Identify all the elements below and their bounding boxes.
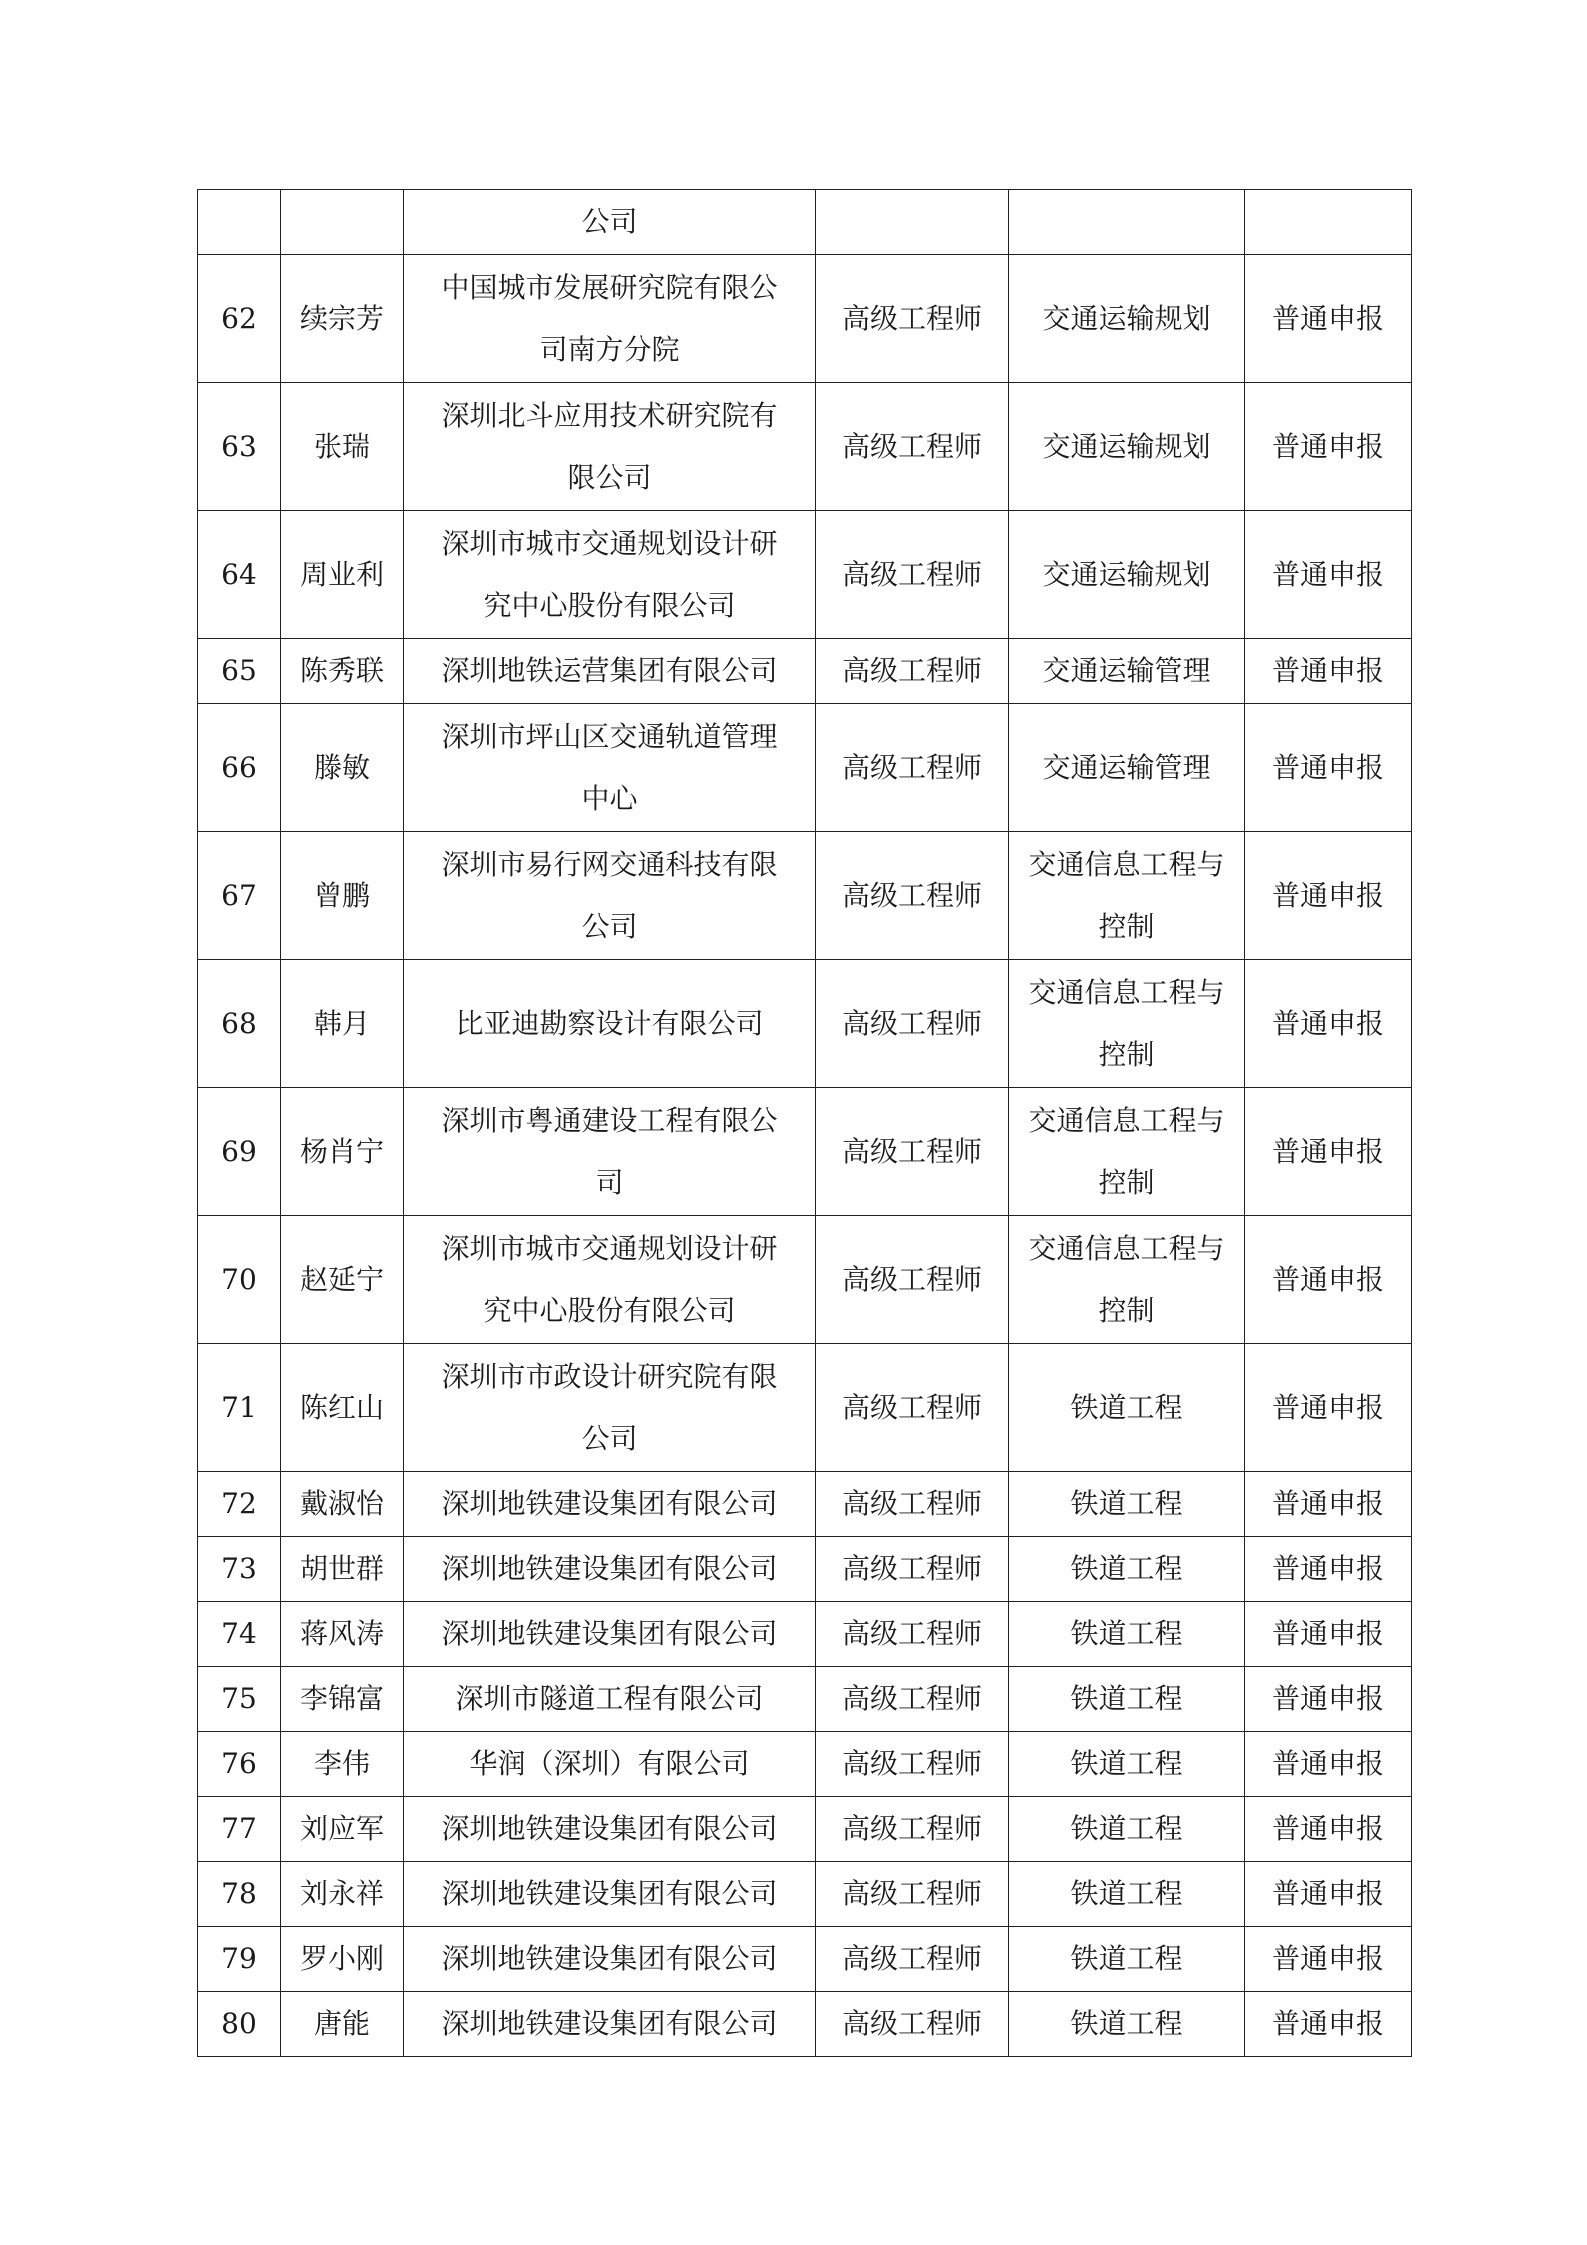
major-cell: [1009, 1344, 1245, 1472]
applicant-name-cell: 杨肖宁: [281, 1088, 404, 1216]
applicant-name-cell: 赵延宁: [281, 1216, 404, 1344]
company-cell-line: 限公司: [567, 460, 652, 494]
company-cell: [404, 511, 816, 639]
major-cell: [1009, 1927, 1245, 1992]
application-type-cell: 普通申报: [1245, 639, 1412, 704]
company-cell-line: 公司: [581, 205, 638, 238]
company-cell: [404, 1216, 816, 1344]
company-cell-line: 公司: [581, 909, 638, 943]
applicant-name-cell: 陈红山: [281, 1344, 404, 1472]
company-cell-line: 深圳地铁建设集团有限公司: [441, 1617, 778, 1650]
application-type-cell: 普通申报: [1245, 1216, 1412, 1344]
company-cell-line: 公司: [581, 1421, 638, 1455]
major-cell: [1009, 1667, 1245, 1732]
application-type-cell: 普通申报: [1245, 511, 1412, 639]
company-cell: [404, 1667, 816, 1732]
company-cell: [404, 1088, 816, 1216]
major-cell-line: 铁道工程: [1070, 1390, 1183, 1424]
company-cell: [404, 639, 816, 704]
title-cell: 高级工程师: [816, 1667, 1009, 1732]
major-cell-line: 铁道工程: [1070, 1682, 1183, 1715]
table-row: [198, 1667, 1412, 1732]
major-cell-line: 交通信息工程与: [1028, 975, 1225, 1009]
company-cell: [404, 1344, 816, 1472]
title-cell: 高级工程师: [816, 1088, 1009, 1216]
row-number-cell: 64: [198, 511, 281, 639]
row-number-cell: 72: [198, 1472, 281, 1537]
applicant-name-cell: 李伟: [281, 1732, 404, 1797]
company-cell: [404, 960, 816, 1088]
table-row: [198, 1344, 1412, 1472]
major-cell: [1009, 1472, 1245, 1537]
row-number-cell: 65: [198, 639, 281, 704]
application-type-cell: 普通申报: [1245, 1732, 1412, 1797]
major-cell-line: 铁道工程: [1070, 1942, 1183, 1975]
company-cell-line: 深圳市城市交通规划设计研: [441, 526, 778, 560]
major-cell-line: 交通运输规划: [1042, 429, 1211, 463]
major-cell-line: 铁道工程: [1070, 1487, 1183, 1520]
application-type-cell: 普通申报: [1245, 1602, 1412, 1667]
major-cell: [1009, 1797, 1245, 1862]
table-row: [198, 704, 1412, 832]
applicant-name-cell: 李锦富: [281, 1667, 404, 1732]
row-number-cell: 71: [198, 1344, 281, 1472]
application-type-cell: 普通申报: [1245, 1862, 1412, 1927]
title-cell: 高级工程师: [816, 639, 1009, 704]
major-cell-line: 交通运输规划: [1042, 557, 1211, 591]
application-type-cell: 普通申报: [1245, 1472, 1412, 1537]
company-cell: [404, 1472, 816, 1537]
row-number-cell: 75: [198, 1667, 281, 1732]
major-cell-line: 铁道工程: [1070, 1812, 1183, 1845]
major-cell: [1009, 511, 1245, 639]
company-cell-line: 深圳地铁建设集团有限公司: [441, 2007, 778, 2040]
table-row: [198, 1088, 1412, 1216]
major-cell-line: 控制: [1098, 1037, 1155, 1071]
applicant-name-cell: 刘应军: [281, 1797, 404, 1862]
company-cell-line: 深圳市易行网交通科技有限: [441, 847, 778, 881]
table-row: [198, 383, 1412, 511]
major-cell: [1009, 383, 1245, 511]
table-row: [198, 1537, 1412, 1602]
title-cell: 高级工程师: [816, 1797, 1009, 1862]
major-cell-line: 铁道工程: [1070, 1552, 1183, 1585]
application-type-cell: 普通申报: [1245, 1927, 1412, 1992]
row-number-cell: 77: [198, 1797, 281, 1862]
application-type-cell: 普通申报: [1245, 1797, 1412, 1862]
title-cell: 高级工程师: [816, 960, 1009, 1088]
company-cell-line: 深圳市城市交通规划设计研: [441, 1231, 778, 1265]
company-cell-line: 华润（深圳）有限公司: [469, 1747, 750, 1780]
table-row: [198, 255, 1412, 383]
table-row: [198, 832, 1412, 960]
title-cell: 高级工程师: [816, 1344, 1009, 1472]
major-cell: [1009, 704, 1245, 832]
applicant-table: [197, 189, 1412, 2057]
company-cell: [404, 1797, 816, 1862]
major-cell-line: 交通信息工程与: [1028, 1103, 1225, 1137]
company-cell: [404, 190, 816, 255]
major-cell-line: 交通信息工程与: [1028, 847, 1225, 881]
title-cell: 高级工程师: [816, 1732, 1009, 1797]
major-cell-line: 铁道工程: [1070, 1617, 1183, 1650]
applicant-name-cell: 陈秀联: [281, 639, 404, 704]
row-number-cell: 73: [198, 1537, 281, 1602]
title-cell: 高级工程师: [816, 1992, 1009, 2057]
company-cell: [404, 704, 816, 832]
company-cell-line: 深圳地铁建设集团有限公司: [441, 1487, 778, 1520]
application-type-cell: [1245, 190, 1412, 255]
row-number-cell: 66: [198, 704, 281, 832]
application-type-cell: 普通申报: [1245, 1537, 1412, 1602]
company-cell-line: 究中心股份有限公司: [483, 588, 736, 622]
major-cell: [1009, 1862, 1245, 1927]
title-cell: 高级工程师: [816, 1472, 1009, 1537]
title-cell: 高级工程师: [816, 1602, 1009, 1667]
applicant-name-cell: 蒋风涛: [281, 1602, 404, 1667]
major-cell: [1009, 832, 1245, 960]
application-type-cell: 普通申报: [1245, 1667, 1412, 1732]
applicant-name-cell: 刘永祥: [281, 1862, 404, 1927]
company-cell-line: 司南方分院: [539, 332, 680, 366]
table-row: [198, 639, 1412, 704]
company-cell-line: 究中心股份有限公司: [483, 1293, 736, 1327]
major-cell-line: 控制: [1098, 1293, 1155, 1327]
major-cell: [1009, 190, 1245, 255]
company-cell: [404, 1927, 816, 1992]
company-cell-line: 深圳地铁建设集团有限公司: [441, 1877, 778, 1910]
company-cell-line: 比亚迪勘察设计有限公司: [455, 1006, 764, 1040]
major-cell: [1009, 1216, 1245, 1344]
company-cell-line: 中国城市发展研究院有限公: [441, 270, 778, 304]
row-number-cell: 67: [198, 832, 281, 960]
title-cell: [816, 190, 1009, 255]
application-type-cell: 普通申报: [1245, 1344, 1412, 1472]
applicant-name-cell: 唐能: [281, 1992, 404, 2057]
row-number-cell: 76: [198, 1732, 281, 1797]
title-cell: 高级工程师: [816, 255, 1009, 383]
table-row: [198, 1732, 1412, 1797]
table-row: [198, 1216, 1412, 1344]
title-cell: 高级工程师: [816, 511, 1009, 639]
title-cell: 高级工程师: [816, 1862, 1009, 1927]
row-number-cell: 74: [198, 1602, 281, 1667]
applicant-name-cell: 周业利: [281, 511, 404, 639]
application-type-cell: 普通申报: [1245, 1088, 1412, 1216]
application-type-cell: 普通申报: [1245, 255, 1412, 383]
company-cell-line: 深圳地铁建设集团有限公司: [441, 1942, 778, 1975]
company-cell-line: 中心: [581, 781, 638, 815]
applicant-name-cell: [281, 190, 404, 255]
table-row: [198, 1797, 1412, 1862]
title-cell: 高级工程师: [816, 832, 1009, 960]
company-cell-line: 深圳地铁运营集团有限公司: [441, 654, 778, 687]
applicant-name-cell: 续宗芳: [281, 255, 404, 383]
applicant-name-cell: 罗小刚: [281, 1927, 404, 1992]
company-cell-line: 司: [595, 1165, 624, 1199]
company-cell-line: 深圳北斗应用技术研究院有: [441, 398, 778, 432]
major-cell: [1009, 255, 1245, 383]
table-row: [198, 190, 1412, 255]
table-row: [198, 1862, 1412, 1927]
table-row: [198, 1472, 1412, 1537]
company-cell: [404, 383, 816, 511]
row-number-cell: 80: [198, 1992, 281, 2057]
major-cell: [1009, 1992, 1245, 2057]
company-cell: [404, 1602, 816, 1667]
major-cell: [1009, 1602, 1245, 1667]
major-cell-line: 交通信息工程与: [1028, 1231, 1225, 1265]
company-cell: [404, 1862, 816, 1927]
company-cell: [404, 1537, 816, 1602]
major-cell-line: 交通运输管理: [1042, 750, 1211, 784]
applicant-name-cell: 滕敏: [281, 704, 404, 832]
row-number-cell: [198, 190, 281, 255]
major-cell: [1009, 1537, 1245, 1602]
row-number-cell: 68: [198, 960, 281, 1088]
table-row: [198, 1992, 1412, 2057]
applicant-name-cell: 戴淑怡: [281, 1472, 404, 1537]
major-cell: [1009, 960, 1245, 1088]
company-cell-line: 深圳市市政设计研究院有限: [441, 1359, 778, 1393]
company-cell: [404, 1732, 816, 1797]
application-type-cell: 普通申报: [1245, 832, 1412, 960]
major-cell: [1009, 1732, 1245, 1797]
row-number-cell: 70: [198, 1216, 281, 1344]
company-cell: [404, 255, 816, 383]
company-cell-line: 深圳市坪山区交通轨道管理: [441, 719, 778, 753]
title-cell: 高级工程师: [816, 1216, 1009, 1344]
company-cell-line: 深圳地铁建设集团有限公司: [441, 1812, 778, 1845]
applicant-name-cell: 曾鹏: [281, 832, 404, 960]
company-cell: [404, 832, 816, 960]
title-cell: 高级工程师: [816, 704, 1009, 832]
row-number-cell: 78: [198, 1862, 281, 1927]
application-type-cell: 普通申报: [1245, 960, 1412, 1088]
applicant-name-cell: 张瑞: [281, 383, 404, 511]
table-row: [198, 960, 1412, 1088]
major-cell-line: 交通运输管理: [1042, 654, 1211, 687]
row-number-cell: 62: [198, 255, 281, 383]
application-type-cell: 普通申报: [1245, 383, 1412, 511]
company-cell-line: 深圳市粤通建设工程有限公: [441, 1103, 778, 1137]
company-cell-line: 深圳地铁建设集团有限公司: [441, 1552, 778, 1585]
table-row: [198, 1602, 1412, 1667]
major-cell: [1009, 639, 1245, 704]
row-number-cell: 79: [198, 1927, 281, 1992]
major-cell-line: 铁道工程: [1070, 1747, 1183, 1780]
row-number-cell: 69: [198, 1088, 281, 1216]
application-type-cell: 普通申报: [1245, 1992, 1412, 2057]
company-cell: [404, 1992, 816, 2057]
table-row: [198, 1927, 1412, 1992]
applicant-name-cell: 胡世群: [281, 1537, 404, 1602]
major-cell-line: 控制: [1098, 1165, 1155, 1199]
major-cell-line: 铁道工程: [1070, 2007, 1183, 2040]
row-number-cell: 63: [198, 383, 281, 511]
application-type-cell: 普通申报: [1245, 704, 1412, 832]
title-cell: 高级工程师: [816, 1927, 1009, 1992]
company-cell-line: 深圳市隧道工程有限公司: [455, 1682, 764, 1715]
table-body: [198, 190, 1412, 2057]
major-cell-line: 交通运输规划: [1042, 301, 1211, 335]
title-cell: 高级工程师: [816, 1537, 1009, 1602]
title-cell: 高级工程师: [816, 383, 1009, 511]
major-cell-line: 铁道工程: [1070, 1877, 1183, 1910]
applicant-name-cell: 韩月: [281, 960, 404, 1088]
major-cell: [1009, 1088, 1245, 1216]
table-row: [198, 511, 1412, 639]
major-cell-line: 控制: [1098, 909, 1155, 943]
